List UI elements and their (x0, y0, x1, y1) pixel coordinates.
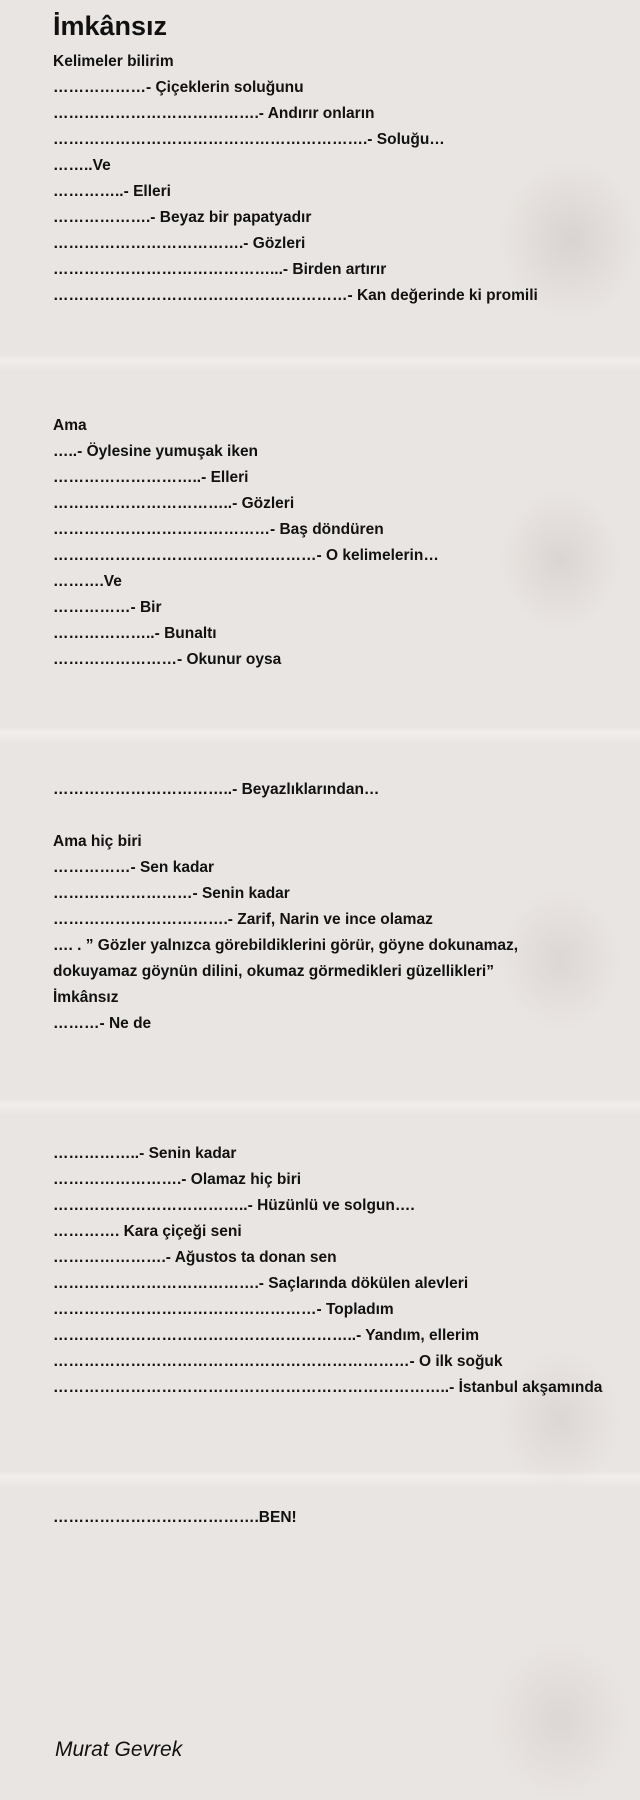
poem-line: ……………………………..- Beyazlıklarından… (53, 781, 380, 798)
poem-line: ……………………………………- Baş döndüren (53, 521, 384, 538)
poem-line: ………………………………….BEN! (53, 1509, 297, 1526)
poem-line: ………………….- Ağustos ta donan sen (53, 1249, 337, 1266)
author-name: Murat Gevrek (55, 1738, 183, 1761)
poem (53, 8, 640, 1531)
poem-line: ………………………………….- Saçlarında dökülen alevleri (53, 1275, 469, 1292)
poem-line: …………………………………………………………………..- İstanbul akşamında (53, 1379, 603, 1396)
poem-line: …………………….- Olamaz hiç biri (53, 1171, 302, 1188)
poem-line: …………. Kara çiçeği seni (53, 1223, 242, 1240)
stanza-gap (53, 1453, 640, 1479)
stanza-gap (53, 1089, 640, 1115)
poem-line: ………………- Çiçeklerin soluğunu (53, 79, 304, 96)
stanza-gap (53, 1063, 640, 1089)
poem-title: İmkânsız (53, 11, 168, 41)
poem-line: ………………..- Bunaltı (53, 625, 217, 642)
poem-line: …………………………………………………..- Yandım, ellerim (53, 1327, 480, 1344)
poem-line: ……………………………………...- Birden artırır (53, 261, 387, 278)
poem-line: ……………………………….- Gözleri (53, 235, 306, 252)
stanza-gap (53, 1479, 640, 1505)
poem-line: ………- Ne de (53, 1015, 152, 1032)
stanza-gap (53, 673, 640, 699)
poem-line: ……..Ve (53, 157, 111, 174)
poem-line: ……………..- Senin kadar (53, 1145, 237, 1162)
poem-line: ……………………………………………- O kelimelerin… (53, 547, 439, 564)
poem-line: …………………………………………………- Kan değerinde ki promili (53, 287, 538, 304)
poem-line: Ama (53, 417, 87, 434)
poem-line: ………………………..- Elleri (53, 469, 249, 486)
poem-line: Kelimeler bilirim (53, 53, 174, 70)
poem-line: …. . ” Gözler yalnızca görebildiklerini görür, göyne dokunamaz, (53, 937, 519, 954)
poem-line: Ama hiç biri (53, 833, 142, 850)
stanza-gap (53, 803, 640, 829)
poem-line: ………………………………..- Hüzünlü ve solgun…. (53, 1197, 415, 1214)
poem-line: ……………………………..- Gözleri (53, 495, 295, 512)
poem-line: ………………………- Senin kadar (53, 885, 290, 902)
poem-line: …………..- Elleri (53, 183, 171, 200)
stanza-gap (53, 309, 640, 335)
poem-line: ……………………- Okunur oysa (53, 651, 282, 668)
stanza-gap (53, 1401, 640, 1427)
stanza-gap (53, 725, 640, 751)
poem-line: İmkânsız (53, 989, 119, 1006)
poem-line: …………………………………………………….- Soluğu… (53, 131, 445, 148)
stanza-gap (53, 699, 640, 725)
poem-line: ……………- Bir (53, 599, 162, 616)
stanza-gap (53, 1115, 640, 1141)
poem-line: …..- Öylesine yumuşak iken (53, 443, 259, 460)
poem-body (53, 49, 640, 1531)
stanza-gap (53, 335, 640, 361)
poem-line: ………………………………….- Andırır onların (53, 105, 375, 122)
poem-line: ……………- Sen kadar (53, 859, 215, 876)
stanza-gap (53, 1037, 640, 1063)
poem-line: dokuyamaz göynün dilini, okumaz görmedikleri güzellikleri” (53, 963, 494, 980)
poem-line: ……………….- Beyaz bir papatyadır (53, 209, 312, 226)
poem-line: ……………………………………………- Topladım (53, 1301, 394, 1318)
stanza-gap (53, 387, 640, 413)
poem-line: ……….Ve (53, 573, 122, 590)
poem-line: ……………………………………………………………- O ilk soğuk (53, 1353, 503, 1370)
poem-line: …………………………….- Zarif, Narin ve ince olamaz (53, 911, 433, 928)
stanza-gap (53, 1427, 640, 1453)
stanza-gap (53, 361, 640, 387)
stanza-gap (53, 751, 640, 777)
